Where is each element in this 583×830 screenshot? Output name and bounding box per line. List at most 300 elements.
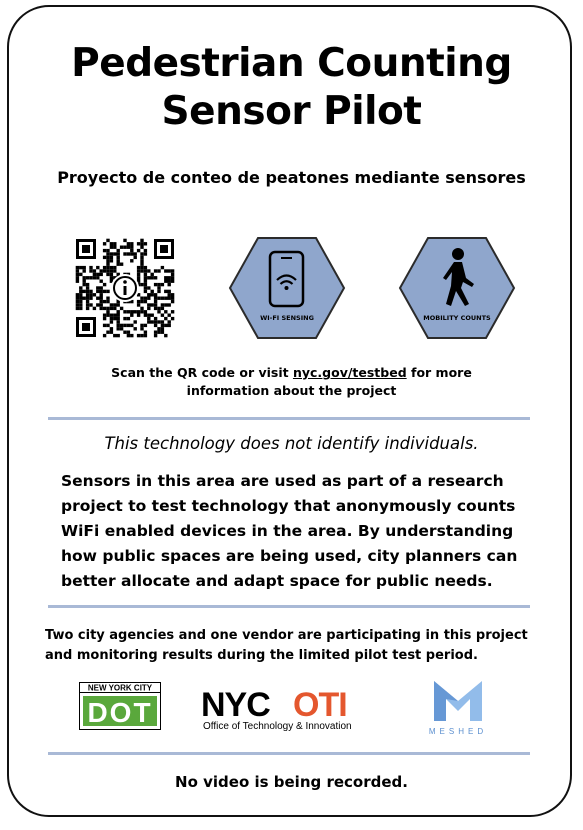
qr-module <box>140 324 143 327</box>
qr-module <box>140 242 143 245</box>
qr-module <box>161 303 164 306</box>
qr-module <box>140 252 143 255</box>
qr-module <box>120 324 123 327</box>
qr-module <box>147 303 150 306</box>
qr-module <box>130 252 133 255</box>
qr-module <box>164 310 167 313</box>
qr-module <box>117 303 120 306</box>
qr-module <box>130 324 133 327</box>
qr-module <box>144 242 147 245</box>
qr-module <box>140 266 143 269</box>
meshed-logo-text: MESHED <box>428 727 488 736</box>
qr-module <box>161 331 164 334</box>
qr-module <box>106 259 109 262</box>
qr-module <box>164 280 167 283</box>
qr-module <box>144 324 147 327</box>
qr-module <box>157 331 160 334</box>
qr-module <box>110 256 113 259</box>
qr-module <box>144 334 147 337</box>
qr-module <box>117 259 120 262</box>
body-text: Sensors in this area are used as part of a research project to test technology that anonymously counts WiFi enabled devices in the area. By understanding how public spaces are being used, city planners can better allocate and adapt space for public needs. <box>61 472 518 590</box>
qr-module <box>127 331 130 334</box>
qr-module <box>100 303 103 306</box>
qr-module <box>168 324 171 327</box>
qr-module <box>117 249 120 252</box>
qr-module <box>120 246 123 249</box>
qr-module <box>127 246 130 249</box>
qr-module <box>117 263 120 266</box>
qr-module <box>103 334 106 337</box>
qr-module <box>100 297 103 300</box>
oti-logo-sub: Office of Technology & Innovation <box>203 721 352 732</box>
qr-module <box>103 256 106 259</box>
qr-module <box>171 297 174 300</box>
qr-module <box>157 327 160 330</box>
qr-module <box>93 307 96 310</box>
qr-module <box>110 327 113 330</box>
qr-module <box>86 293 89 296</box>
no-video-notice: No video is being recorded. <box>175 773 408 791</box>
title-line-1: Pedestrian Counting <box>71 41 512 86</box>
qr-module <box>113 314 116 317</box>
qr-module <box>127 317 130 320</box>
qr-module <box>171 293 174 296</box>
qr-module <box>103 324 106 327</box>
qr-module <box>171 269 174 272</box>
qr-module <box>100 269 103 272</box>
qr-module <box>164 297 167 300</box>
qr-module <box>86 297 89 300</box>
privacy-statement: This technology does not identify individuals. <box>104 434 479 453</box>
qr-module <box>117 320 120 323</box>
qr-module <box>137 273 140 276</box>
qr-module <box>144 276 147 279</box>
qr-module <box>110 317 113 320</box>
qr-module <box>76 293 79 296</box>
qr-module <box>113 246 116 249</box>
qr-module <box>123 331 126 334</box>
qr-module <box>134 256 137 259</box>
oti-logo-accent: OTI <box>293 686 347 724</box>
qr-module <box>117 324 120 327</box>
qr-module <box>106 263 109 266</box>
qr-module <box>151 314 154 317</box>
qr-module <box>154 297 157 300</box>
qr-module <box>89 293 92 296</box>
qr-module <box>110 273 113 276</box>
qr-module <box>110 307 113 310</box>
qr-module <box>140 334 143 337</box>
qr-module <box>86 300 89 303</box>
qr-module <box>79 307 82 310</box>
qr-module <box>76 307 79 310</box>
qr-module <box>79 290 82 293</box>
qr-module <box>113 252 116 255</box>
qr-module <box>130 249 133 252</box>
mobility-counts-label: MOBILITY COUNTS <box>423 314 491 322</box>
qr-module <box>79 286 82 289</box>
qr-module <box>168 280 171 283</box>
qr-module <box>140 263 143 266</box>
qr-module <box>154 331 157 334</box>
scan-line-2: information about the project <box>186 383 397 398</box>
qr-module <box>110 259 113 262</box>
qr-module <box>106 307 109 310</box>
qr-module <box>86 303 89 306</box>
qr-module <box>161 266 164 269</box>
qr-module <box>164 290 167 293</box>
qr-module <box>164 303 167 306</box>
qr-module <box>140 256 143 259</box>
qr-module <box>161 327 164 330</box>
qr-module <box>110 242 113 245</box>
qr-module <box>93 293 96 296</box>
spanish-subtitle: Proyecto de conteo de peatones mediante sensores <box>57 168 526 187</box>
qr-module <box>144 314 147 317</box>
qr-module <box>100 280 103 283</box>
qr-module <box>168 293 171 296</box>
qr-module <box>151 290 154 293</box>
qr-module <box>103 242 106 245</box>
qr-module <box>106 239 109 242</box>
qr-module <box>161 307 164 310</box>
qr-module <box>106 252 109 255</box>
qr-module <box>137 242 140 245</box>
qr-module <box>154 320 157 323</box>
qr-module <box>120 327 123 330</box>
qr-module <box>106 300 109 303</box>
qr-module <box>164 317 167 320</box>
qr-module <box>117 327 120 330</box>
qr-module <box>157 307 160 310</box>
qr-module <box>120 307 123 310</box>
qr-module <box>161 283 164 286</box>
qr-module <box>137 303 140 306</box>
qr-module <box>83 269 86 272</box>
dot-logo-main: DOT <box>87 697 153 728</box>
qr-module <box>161 320 164 323</box>
title-line-2: Sensor Pilot <box>161 89 422 134</box>
qr-module <box>147 317 150 320</box>
qr-module <box>96 297 99 300</box>
qr-module <box>157 320 160 323</box>
qr-module <box>79 297 82 300</box>
qr-module <box>144 280 147 283</box>
qr-module <box>144 300 147 303</box>
qr-module <box>110 314 113 317</box>
qr-module <box>168 276 171 279</box>
qr-module <box>127 310 130 313</box>
qr-module <box>137 266 140 269</box>
qr-module <box>161 297 164 300</box>
nyc-oti-logo <box>199 683 379 733</box>
dot-logo-top: NEW YORK CITY <box>87 683 153 693</box>
qr-code-icon[interactable] <box>74 237 176 339</box>
info-icon <box>114 277 136 299</box>
qr-module <box>113 303 116 306</box>
qr-module <box>137 310 140 313</box>
qr-module <box>106 310 109 313</box>
qr-module <box>144 331 147 334</box>
qr-module <box>117 314 120 317</box>
qr-module <box>134 327 137 330</box>
qr-module <box>157 286 160 289</box>
qr-module <box>137 334 140 337</box>
qr-module <box>103 266 106 269</box>
divider-3 <box>48 752 530 755</box>
qr-module <box>164 276 167 279</box>
qr-module <box>168 320 171 323</box>
qr-module <box>157 269 160 272</box>
qr-module <box>157 297 160 300</box>
qr-module <box>76 276 79 279</box>
qr-module <box>100 273 103 276</box>
qr-module <box>140 310 143 313</box>
qr-module <box>79 273 82 276</box>
qr-module <box>151 273 154 276</box>
qr-module <box>110 331 113 334</box>
qr-module <box>96 286 99 289</box>
oti-logo-main: NYC <box>201 686 270 724</box>
qr-module <box>171 310 174 313</box>
qr-module <box>140 327 143 330</box>
qr-module <box>113 242 116 245</box>
qr-module <box>151 320 154 323</box>
qr-module <box>168 314 171 317</box>
qr-module <box>76 303 79 306</box>
qr-module <box>130 242 133 245</box>
qr-module <box>89 269 92 272</box>
qr-module <box>147 286 150 289</box>
qr-module <box>127 324 130 327</box>
qr-module <box>86 307 89 310</box>
qr-module <box>100 290 103 293</box>
qr-module <box>144 283 147 286</box>
qr-module <box>137 276 140 279</box>
qr-module <box>89 290 92 293</box>
qr-module <box>147 314 150 317</box>
qr-module <box>113 307 116 310</box>
qr-module <box>86 290 89 293</box>
qr-module <box>106 273 109 276</box>
qr-module <box>100 307 103 310</box>
qr-module <box>164 334 167 337</box>
qr-module <box>106 324 109 327</box>
qr-module <box>79 300 82 303</box>
qr-module <box>106 249 109 252</box>
qr-module <box>76 273 79 276</box>
qr-module <box>130 314 133 317</box>
qr-module <box>123 252 126 255</box>
sign-title <box>0 40 583 136</box>
qr-module <box>161 314 164 317</box>
qr-module <box>100 293 103 296</box>
qr-module <box>140 283 143 286</box>
qr-module <box>83 280 86 283</box>
qr-module <box>123 324 126 327</box>
qr-module <box>134 252 137 255</box>
qr-module <box>154 269 157 272</box>
qr-module <box>168 290 171 293</box>
scan-instructions <box>0 364 583 400</box>
qr-module <box>100 300 103 303</box>
scan-prefix: Scan the QR code or visit <box>111 365 293 380</box>
qr-module <box>144 269 147 272</box>
qr-module <box>157 310 160 313</box>
qr-module <box>96 273 99 276</box>
qr-module <box>86 276 89 279</box>
qr-module <box>134 320 137 323</box>
qr-module <box>113 317 116 320</box>
qr-module <box>157 283 160 286</box>
qr-module <box>117 252 120 255</box>
qr-module <box>103 269 106 272</box>
qr-module <box>144 286 147 289</box>
divider-2 <box>48 605 530 608</box>
scan-suffix: for more <box>406 365 472 380</box>
qr-module <box>96 303 99 306</box>
qr-module <box>110 252 113 255</box>
qr-module <box>113 266 116 269</box>
qr-module <box>76 269 79 272</box>
qr-module <box>154 283 157 286</box>
qr-module <box>103 317 106 320</box>
qr-module <box>134 310 137 313</box>
qr-module <box>76 280 79 283</box>
qr-module <box>171 276 174 279</box>
qr-module <box>154 334 157 337</box>
qr-module <box>83 297 86 300</box>
qr-module <box>93 276 96 279</box>
qr-module <box>144 273 147 276</box>
qr-module <box>140 297 143 300</box>
qr-module <box>106 297 109 300</box>
qr-module <box>147 307 150 310</box>
qr-module <box>154 293 157 296</box>
qr-module <box>130 259 133 262</box>
qr-module <box>117 256 120 259</box>
qr-module <box>117 317 120 320</box>
qr-module <box>123 239 126 242</box>
qr-module <box>79 293 82 296</box>
qr-module <box>83 290 86 293</box>
qr-module <box>76 266 79 269</box>
qr-module <box>103 307 106 310</box>
qr-module <box>103 300 106 303</box>
qr-module <box>137 249 140 252</box>
qr-module <box>127 242 130 245</box>
qr-module <box>113 334 116 337</box>
qr-module <box>76 300 79 303</box>
qr-module <box>89 297 92 300</box>
qr-module <box>79 303 82 306</box>
qr-module <box>83 283 86 286</box>
qr-module <box>171 317 174 320</box>
nyc-dot-logo <box>79 682 161 730</box>
qr-module <box>100 286 103 289</box>
qr-module <box>154 324 157 327</box>
qr-module <box>168 297 171 300</box>
wifi-sensing-badge <box>228 236 346 340</box>
qr-module <box>106 314 109 317</box>
qr-module <box>106 331 109 334</box>
qr-module <box>137 269 140 272</box>
qr-module <box>103 249 106 252</box>
qr-module <box>168 269 171 272</box>
qr-module <box>168 283 171 286</box>
qr-module <box>83 276 86 279</box>
qr-module <box>110 276 113 279</box>
qr-module <box>171 280 174 283</box>
qr-module <box>96 290 99 293</box>
qr-module <box>127 334 130 337</box>
qr-module <box>83 266 86 269</box>
qr-module <box>113 269 116 272</box>
qr-module <box>106 266 109 269</box>
qr-module <box>106 290 109 293</box>
qr-module <box>171 273 174 276</box>
qr-module <box>123 246 126 249</box>
qr-module <box>171 300 174 303</box>
qr-module <box>164 269 167 272</box>
qr-module <box>161 324 164 327</box>
qr-module <box>120 263 123 266</box>
qr-module <box>93 273 96 276</box>
qr-module <box>140 259 143 262</box>
qr-module <box>79 266 82 269</box>
qr-module <box>76 297 79 300</box>
qr-module <box>140 269 143 272</box>
qr-module <box>144 249 147 252</box>
qr-module <box>103 314 106 317</box>
qr-module <box>110 269 113 272</box>
qr-module <box>147 269 150 272</box>
qr-module <box>110 320 113 323</box>
qr-module <box>154 317 157 320</box>
qr-module <box>151 293 154 296</box>
qr-module <box>140 239 143 242</box>
qr-module <box>151 303 154 306</box>
testbed-link[interactable]: nyc.gov/testbed <box>292 365 407 380</box>
qr-module <box>89 266 92 269</box>
qr-module <box>147 276 150 279</box>
qr-module <box>96 276 99 279</box>
qr-module <box>106 256 109 259</box>
qr-module <box>86 286 89 289</box>
agencies-text: Two city agencies and one vendor are participating in this project and monitoring results during the limited pilot test period. <box>45 628 528 663</box>
qr-module <box>137 314 140 317</box>
qr-module <box>164 324 167 327</box>
qr-module <box>154 300 157 303</box>
qr-module <box>154 276 157 279</box>
qr-module <box>103 283 106 286</box>
qr-module <box>123 310 126 313</box>
qr-module <box>157 290 160 293</box>
qr-module <box>147 320 150 323</box>
qr-module <box>110 303 113 306</box>
qr-module <box>103 290 106 293</box>
qr-module <box>147 293 150 296</box>
qr-module <box>86 283 89 286</box>
qr-module <box>127 252 130 255</box>
qr-module <box>144 310 147 313</box>
qr-module <box>96 266 99 269</box>
qr-module <box>144 297 147 300</box>
qr-module <box>130 246 133 249</box>
qr-module <box>144 266 147 269</box>
qr-module <box>110 246 113 249</box>
qr-module <box>140 300 143 303</box>
